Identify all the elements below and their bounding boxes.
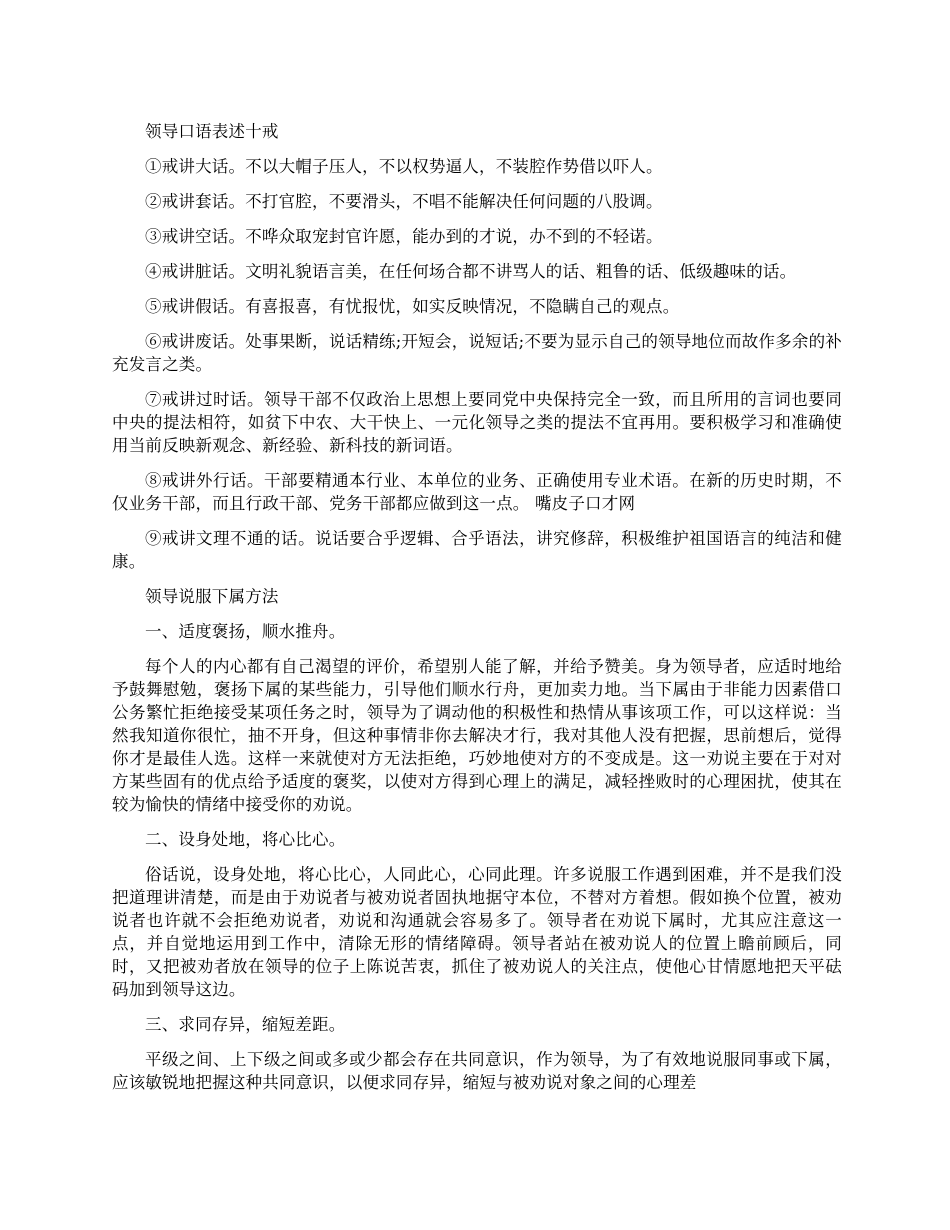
section-heading-1: 一、适度褒扬，顺水推舟。 bbox=[145, 622, 346, 641]
taboo-item-9: ⑨戒讲文理不通的话。说话要合乎逻辑、合乎语法，讲究修辞，积极维护祖国语言的纯洁和健康。 bbox=[112, 529, 842, 571]
document-body bbox=[112, 120, 842, 1106]
taboo-item-3: ③戒讲空话。不哗众取宠封官许愿，能办到的才说，办不到的不轻诺。 bbox=[145, 227, 663, 246]
taboo-item-7: ⑦戒讲过时话。领导干部不仅政治上思想上要同党中央保持完全一致，而且所用的言词也要同中央的提法相符，如贫下中农、大干快上、一元化领导之类的提法不宜再用。要积极学习和准确使用当前反映新观念、新经验、新科技的新词语。 bbox=[112, 390, 842, 455]
heading-persuasion-methods: 领导说服下属方法 bbox=[145, 587, 279, 606]
taboo-item-5: ⑤戒讲假话。有喜报喜，有忧报忧，如实反映情况，不隐瞒自己的观点。 bbox=[145, 297, 680, 316]
taboo-item-4: ④戒讲脏话。文明礼貌语言美，在任何场合都不讲骂人的话、粗鲁的话、低级趣味的话。 bbox=[145, 262, 797, 281]
taboo-item-1: ①戒讲大话。不以大帽子压人，不以权势逼人，不装腔作势借以吓人。 bbox=[145, 157, 663, 176]
taboo-item-8: ⑧戒讲外行话。干部要精通本行业、本单位的业务、正确使用专业术语。在新的历史时期，不仅业务干部，而且行政干部、党务干部都应做到这一点。 嘴皮子口才网 bbox=[112, 471, 842, 513]
section-body-1: 每个人的内心都有自己渴望的评价，希望别人能了解，并给予赞美。身为领导者，应适时地给予鼓舞慰勉，褒扬下属的某些能力，引导他们顺水行舟，更加卖力地。当下属由于非能力因素借口公务繁忙拒绝接受某项任务之时，领导为了调动他的积极性和热情从事该项工作，可以这样说：当然我知道你很忙，抽不开身，但这种事情非你去解决才行，我对其他人没有把握，思前想后，觉得你才是最佳人选。这样一来就使对方无法拒绝，巧妙地使对方的不变成是。这一劝说主要在于对对方某些固有的优点给予适度的褒奖，以使对方得到心理上的满足，减轻挫败时的心理困扰，使其在较为愉快的情绪中接受你的劝说。 bbox=[112, 657, 842, 814]
taboo-item-2: ②戒讲套话。不打官腔，不要滑头，不唱不能解决任何问题的八股调。 bbox=[145, 192, 663, 211]
section-body-2: 俗话说，设身处地，将心比心，人同此心，心同此理。许多说服工作遇到困难，并不是我们没把道理讲清楚，而是由于劝说者与被劝说者固执地据守本位，不替对方着想。假如换个位置，被劝说者也许就不会拒绝劝说者，劝说和沟通就会容易多了。领导者在劝说下属时，尤其应注意这一点，并自觉地运用到工作中，清除无形的情绪障碍。领导者站在被劝说人的位置上瞻前顾后，同时，又把被劝者放在领导的位子上陈说苦衷，抓住了被劝说人的关注点，使他心甘情愿地把天平砝码加到领导这边。 bbox=[112, 865, 842, 999]
section-heading-3: 三、求同存异，缩短差距。 bbox=[145, 1015, 346, 1034]
taboo-item-6: ⑥戒讲废话。处事果断，说话精练;开短会，说短话;不要为显示自己的领导地位而故作多余的补充发言之类。 bbox=[112, 332, 842, 374]
heading-ten-taboos: 领导口语表述十戒 bbox=[145, 122, 279, 141]
section-heading-2: 二、设身处地，将心比心。 bbox=[145, 830, 346, 849]
section-body-3: 平级之间、上下级之间或多或少都会存在共同意识，作为领导，为了有效地说服同事或下属，应该敏锐地把握这种共同意识，以便求同存异，缩短与被劝说对象之间的心理差 bbox=[112, 1050, 842, 1092]
